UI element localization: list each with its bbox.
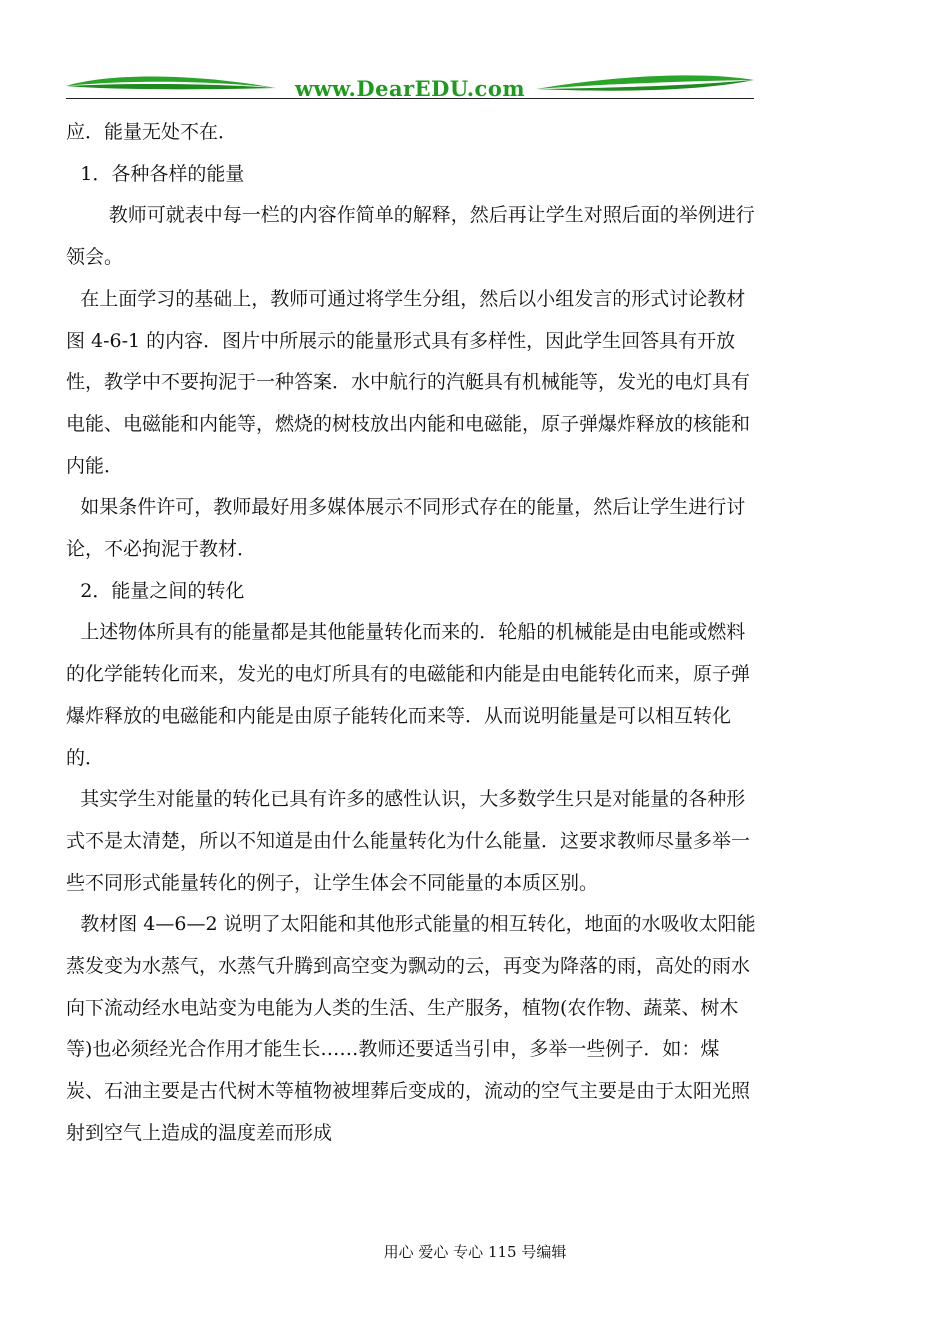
page-footer: 用心 爱心 专心 115 号编辑 bbox=[383, 1243, 567, 1261]
body-paragraph: 教师可就表中每一栏的内容作简单的解释，然后再让学生对照后面的举例进行领会。 bbox=[66, 204, 755, 269]
page-header bbox=[66, 66, 754, 102]
body-paragraph: 上述物体所具有的能量都是其他能量转化而来的．轮船的机械能是由电能或燃料的化学能转化而来，发光的电灯所具有的电磁能和内能是由电能转化而来，原子弹爆炸释放的电磁能和内能是由原子能转化而来等．从而说明能量是可以相互转化的． bbox=[66, 621, 751, 769]
body-paragraph: 1．各种各样的能量 bbox=[80, 162, 245, 185]
body-paragraph: 如果条件许可，教师最好用多媒体展示不同形式存在的能量，然后让学生进行讨论，不必拘泥于教材． bbox=[66, 496, 746, 561]
body-paragraph: 教材图 4—6—2 说明了太阳能和其他形式能量的相互转化，地面的水吸收太阳能蒸发变为水蒸气，水蒸气升腾到高空变为飘动的云，再变为降落的雨，高处的雨水向下流动经水电站变为电能为人类的生活、生产服务，植物(农作物、蔬菜、树木等)也必须经光合作用才能生长……教师还要适当引申，多举一些例子．如：煤炭、石油主要是古代树木等植物被埋葬后变成的，流动的空气主要是由于太阳光照射到空气上造成的温度差而形成 bbox=[66, 913, 756, 1144]
body-paragraph: 在上面学习的基础上，教师可通过将学生分组，然后以小组发言的形式讨论教材图 4-6-1 的内容．图片中所展示的能量形式具有多样性，因此学生回答具有开放性，教学中不要拘泥于一种答案．水中航行的汽艇具有机械能等，发光的电灯具有电能、电磁能和内能等，燃烧的树枝放出内能和电磁能，原子弹爆炸释放的核能和内能． bbox=[66, 287, 751, 477]
body-paragraph: 应．能量无处不在． bbox=[66, 121, 238, 143]
body-paragraph: 2．能量之间的转化 bbox=[80, 579, 245, 602]
header-divider bbox=[66, 98, 754, 99]
site-logo-text[interactable]: www.DearEDU.com bbox=[294, 76, 526, 101]
body-paragraph: 其实学生对能量的转化已具有许多的感性认识，大多数学生只是对能量的各种形式不是太清楚，所以不知道是由什么能量转化为什么能量．这要求教师尽量多举一些不同形式能量转化的例子，让学生体会不同能量的本质区别。 bbox=[66, 788, 751, 894]
document-body bbox=[66, 112, 756, 1155]
